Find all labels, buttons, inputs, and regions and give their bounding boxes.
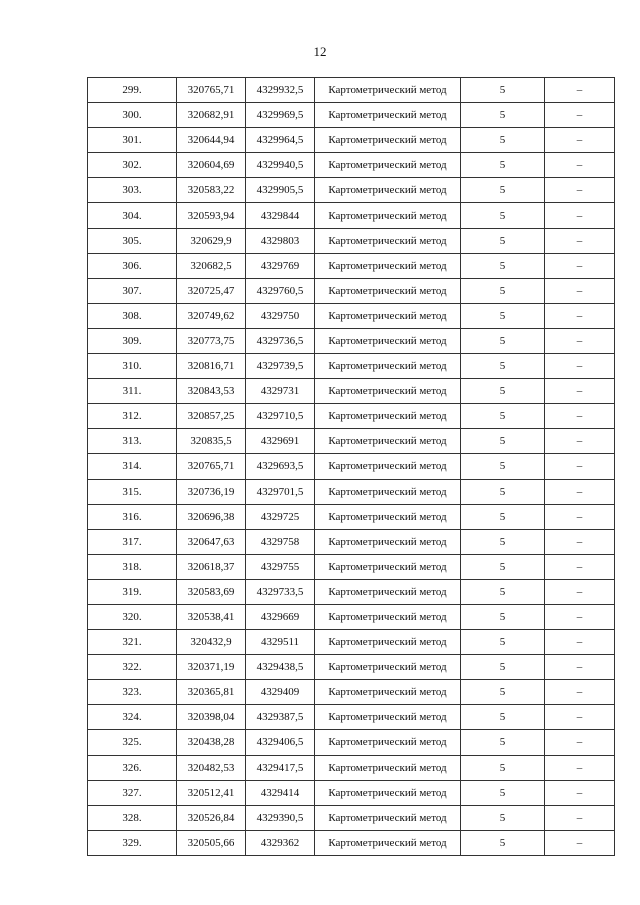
method-cell: Картометрический метод [315, 78, 461, 103]
table-row [88, 579, 615, 604]
note-cell: – [545, 429, 615, 454]
method-cell: Картометрический метод [315, 103, 461, 128]
accuracy-cell: 5 [461, 730, 545, 755]
y-coordinate-cell: 4329362 [246, 830, 315, 855]
note-cell: – [545, 479, 615, 504]
x-coordinate-cell: 320618,37 [177, 554, 246, 579]
method-cell: Картометрический метод [315, 379, 461, 404]
x-coordinate-cell: 320371,19 [177, 655, 246, 680]
x-coordinate-cell: 320843,53 [177, 379, 246, 404]
point-number-cell: 329. [88, 830, 177, 855]
accuracy-cell: 5 [461, 354, 545, 379]
y-coordinate-cell: 4329755 [246, 554, 315, 579]
note-cell: – [545, 228, 615, 253]
note-cell: – [545, 103, 615, 128]
note-cell: – [545, 153, 615, 178]
y-coordinate-cell: 4329803 [246, 228, 315, 253]
x-coordinate-cell: 320526,84 [177, 805, 246, 830]
method-cell: Картометрический метод [315, 203, 461, 228]
table-row [88, 805, 615, 830]
table-row [88, 328, 615, 353]
y-coordinate-cell: 4329964,5 [246, 128, 315, 153]
y-coordinate-cell: 4329844 [246, 203, 315, 228]
accuracy-cell: 5 [461, 630, 545, 655]
table-row [88, 354, 615, 379]
x-coordinate-cell: 320816,71 [177, 354, 246, 379]
method-cell: Картометрический метод [315, 278, 461, 303]
note-cell: – [545, 554, 615, 579]
note-cell: – [545, 680, 615, 705]
y-coordinate-cell: 4329760,5 [246, 278, 315, 303]
point-number-cell: 301. [88, 128, 177, 153]
table-row [88, 705, 615, 730]
method-cell: Картометрический метод [315, 128, 461, 153]
table-row [88, 730, 615, 755]
table-row [88, 228, 615, 253]
y-coordinate-cell: 4329406,5 [246, 730, 315, 755]
x-coordinate-cell: 320682,91 [177, 103, 246, 128]
point-number-cell: 310. [88, 354, 177, 379]
accuracy-cell: 5 [461, 429, 545, 454]
note-cell: – [545, 328, 615, 353]
method-cell: Картометрический метод [315, 529, 461, 554]
note-cell: – [545, 379, 615, 404]
table-row [88, 78, 615, 103]
table-row [88, 153, 615, 178]
note-cell: – [545, 278, 615, 303]
table-row [88, 554, 615, 579]
y-coordinate-cell: 4329414 [246, 780, 315, 805]
table-row [88, 178, 615, 203]
table-row [88, 278, 615, 303]
method-cell: Картометрический метод [315, 730, 461, 755]
y-coordinate-cell: 4329940,5 [246, 153, 315, 178]
x-coordinate-cell: 320765,71 [177, 454, 246, 479]
method-cell: Картометрический метод [315, 253, 461, 278]
point-number-cell: 313. [88, 429, 177, 454]
table-row [88, 203, 615, 228]
table-row [88, 755, 615, 780]
y-coordinate-cell: 4329733,5 [246, 579, 315, 604]
method-cell: Картометрический метод [315, 655, 461, 680]
note-cell: – [545, 730, 615, 755]
accuracy-cell: 5 [461, 554, 545, 579]
coordinates-table [87, 77, 615, 856]
table-row [88, 379, 615, 404]
point-number-cell: 308. [88, 303, 177, 328]
y-coordinate-cell: 4329409 [246, 680, 315, 705]
table-row [88, 128, 615, 153]
point-number-cell: 299. [88, 78, 177, 103]
note-cell: – [545, 178, 615, 203]
coordinates-table-body [88, 78, 615, 856]
accuracy-cell: 5 [461, 479, 545, 504]
table-row [88, 680, 615, 705]
note-cell: – [545, 755, 615, 780]
accuracy-cell: 5 [461, 504, 545, 529]
accuracy-cell: 5 [461, 253, 545, 278]
y-coordinate-cell: 4329750 [246, 303, 315, 328]
y-coordinate-cell: 4329438,5 [246, 655, 315, 680]
method-cell: Картометрический метод [315, 354, 461, 379]
point-number-cell: 307. [88, 278, 177, 303]
point-number-cell: 327. [88, 780, 177, 805]
note-cell: – [545, 354, 615, 379]
accuracy-cell: 5 [461, 655, 545, 680]
y-coordinate-cell: 4329417,5 [246, 755, 315, 780]
x-coordinate-cell: 320682,5 [177, 253, 246, 278]
method-cell: Картометрический метод [315, 554, 461, 579]
method-cell: Картометрический метод [315, 404, 461, 429]
x-coordinate-cell: 320398,04 [177, 705, 246, 730]
accuracy-cell: 5 [461, 805, 545, 830]
point-number-cell: 328. [88, 805, 177, 830]
y-coordinate-cell: 4329390,5 [246, 805, 315, 830]
y-coordinate-cell: 4329387,5 [246, 705, 315, 730]
note-cell: – [545, 128, 615, 153]
point-number-cell: 319. [88, 579, 177, 604]
accuracy-cell: 5 [461, 78, 545, 103]
point-number-cell: 305. [88, 228, 177, 253]
note-cell: – [545, 805, 615, 830]
y-coordinate-cell: 4329769 [246, 253, 315, 278]
accuracy-cell: 5 [461, 830, 545, 855]
table-row [88, 103, 615, 128]
x-coordinate-cell: 320647,63 [177, 529, 246, 554]
y-coordinate-cell: 4329701,5 [246, 479, 315, 504]
note-cell: – [545, 529, 615, 554]
method-cell: Картометрический метод [315, 479, 461, 504]
point-number-cell: 325. [88, 730, 177, 755]
method-cell: Картометрический метод [315, 429, 461, 454]
y-coordinate-cell: 4329731 [246, 379, 315, 404]
x-coordinate-cell: 320773,75 [177, 328, 246, 353]
point-number-cell: 315. [88, 479, 177, 504]
table-row [88, 429, 615, 454]
y-coordinate-cell: 4329932,5 [246, 78, 315, 103]
note-cell: – [545, 404, 615, 429]
table-row [88, 253, 615, 278]
table-row [88, 780, 615, 805]
x-coordinate-cell: 320696,38 [177, 504, 246, 529]
method-cell: Картометрический метод [315, 705, 461, 730]
note-cell: – [545, 203, 615, 228]
point-number-cell: 302. [88, 153, 177, 178]
table-row [88, 404, 615, 429]
point-number-cell: 323. [88, 680, 177, 705]
accuracy-cell: 5 [461, 228, 545, 253]
note-cell: – [545, 604, 615, 629]
method-cell: Картометрический метод [315, 303, 461, 328]
note-cell: – [545, 780, 615, 805]
note-cell: – [545, 579, 615, 604]
method-cell: Картометрический метод [315, 454, 461, 479]
x-coordinate-cell: 320432,9 [177, 630, 246, 655]
accuracy-cell: 5 [461, 303, 545, 328]
note-cell: – [545, 630, 615, 655]
accuracy-cell: 5 [461, 705, 545, 730]
method-cell: Картометрический метод [315, 755, 461, 780]
x-coordinate-cell: 320482,53 [177, 755, 246, 780]
x-coordinate-cell: 320835,5 [177, 429, 246, 454]
x-coordinate-cell: 320765,71 [177, 78, 246, 103]
note-cell: – [545, 705, 615, 730]
method-cell: Картометрический метод [315, 630, 461, 655]
point-number-cell: 324. [88, 705, 177, 730]
point-number-cell: 311. [88, 379, 177, 404]
accuracy-cell: 5 [461, 103, 545, 128]
x-coordinate-cell: 320583,69 [177, 579, 246, 604]
accuracy-cell: 5 [461, 379, 545, 404]
point-number-cell: 320. [88, 604, 177, 629]
note-cell: – [545, 830, 615, 855]
accuracy-cell: 5 [461, 278, 545, 303]
accuracy-cell: 5 [461, 203, 545, 228]
x-coordinate-cell: 320857,25 [177, 404, 246, 429]
x-coordinate-cell: 320538,41 [177, 604, 246, 629]
point-number-cell: 321. [88, 630, 177, 655]
x-coordinate-cell: 320593,94 [177, 203, 246, 228]
point-number-cell: 326. [88, 755, 177, 780]
accuracy-cell: 5 [461, 404, 545, 429]
y-coordinate-cell: 4329905,5 [246, 178, 315, 203]
point-number-cell: 314. [88, 454, 177, 479]
page-number: 12 [313, 44, 327, 59]
table-row [88, 630, 615, 655]
y-coordinate-cell: 4329511 [246, 630, 315, 655]
accuracy-cell: 5 [461, 178, 545, 203]
y-coordinate-cell: 4329691 [246, 429, 315, 454]
point-number-cell: 316. [88, 504, 177, 529]
accuracy-cell: 5 [461, 579, 545, 604]
table-row [88, 529, 615, 554]
method-cell: Картометрический метод [315, 680, 461, 705]
method-cell: Картометрический метод [315, 830, 461, 855]
x-coordinate-cell: 320629,9 [177, 228, 246, 253]
table-row [88, 479, 615, 504]
y-coordinate-cell: 4329739,5 [246, 354, 315, 379]
x-coordinate-cell: 320512,41 [177, 780, 246, 805]
y-coordinate-cell: 4329969,5 [246, 103, 315, 128]
point-number-cell: 306. [88, 253, 177, 278]
x-coordinate-cell: 320644,94 [177, 128, 246, 153]
point-number-cell: 317. [88, 529, 177, 554]
x-coordinate-cell: 320438,28 [177, 730, 246, 755]
note-cell: – [545, 454, 615, 479]
note-cell: – [545, 303, 615, 328]
method-cell: Картометрический метод [315, 504, 461, 529]
note-cell: – [545, 253, 615, 278]
note-cell: – [545, 655, 615, 680]
note-cell: – [545, 78, 615, 103]
point-number-cell: 309. [88, 328, 177, 353]
note-cell: – [545, 504, 615, 529]
x-coordinate-cell: 320749,62 [177, 303, 246, 328]
y-coordinate-cell: 4329725 [246, 504, 315, 529]
table-row [88, 830, 615, 855]
table-row [88, 454, 615, 479]
point-number-cell: 312. [88, 404, 177, 429]
x-coordinate-cell: 320725,47 [177, 278, 246, 303]
accuracy-cell: 5 [461, 604, 545, 629]
x-coordinate-cell: 320505,66 [177, 830, 246, 855]
accuracy-cell: 5 [461, 529, 545, 554]
y-coordinate-cell: 4329736,5 [246, 328, 315, 353]
method-cell: Картометрический метод [315, 228, 461, 253]
method-cell: Картометрический метод [315, 178, 461, 203]
y-coordinate-cell: 4329710,5 [246, 404, 315, 429]
point-number-cell: 303. [88, 178, 177, 203]
x-coordinate-cell: 320604,69 [177, 153, 246, 178]
y-coordinate-cell: 4329693,5 [246, 454, 315, 479]
x-coordinate-cell: 320583,22 [177, 178, 246, 203]
method-cell: Картометрический метод [315, 805, 461, 830]
method-cell: Картометрический метод [315, 780, 461, 805]
table-row [88, 604, 615, 629]
accuracy-cell: 5 [461, 454, 545, 479]
y-coordinate-cell: 4329758 [246, 529, 315, 554]
point-number-cell: 304. [88, 203, 177, 228]
accuracy-cell: 5 [461, 128, 545, 153]
method-cell: Картометрический метод [315, 328, 461, 353]
method-cell: Картометрический метод [315, 604, 461, 629]
y-coordinate-cell: 4329669 [246, 604, 315, 629]
x-coordinate-cell: 320365,81 [177, 680, 246, 705]
method-cell: Картометрический метод [315, 579, 461, 604]
accuracy-cell: 5 [461, 755, 545, 780]
point-number-cell: 300. [88, 103, 177, 128]
accuracy-cell: 5 [461, 153, 545, 178]
table-row [88, 504, 615, 529]
point-number-cell: 318. [88, 554, 177, 579]
x-coordinate-cell: 320736,19 [177, 479, 246, 504]
table-row [88, 655, 615, 680]
point-number-cell: 322. [88, 655, 177, 680]
accuracy-cell: 5 [461, 328, 545, 353]
accuracy-cell: 5 [461, 680, 545, 705]
method-cell: Картометрический метод [315, 153, 461, 178]
accuracy-cell: 5 [461, 780, 545, 805]
table-row [88, 303, 615, 328]
